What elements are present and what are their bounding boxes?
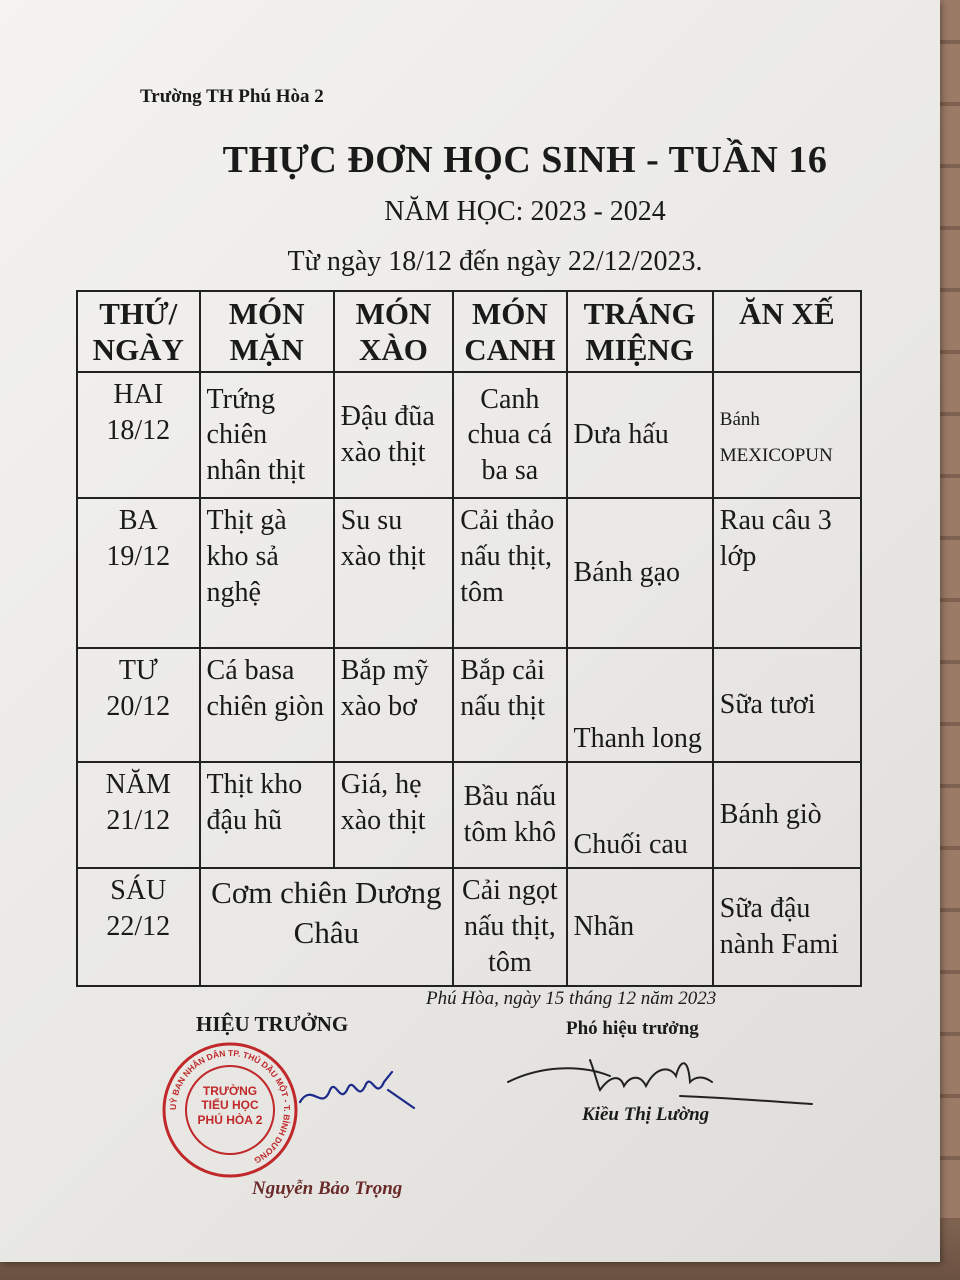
trang-mieng-cell: Thanh long — [567, 648, 713, 762]
signing-date: Phú Hòa, ngày 15 tháng 12 năm 2023 — [426, 988, 717, 1009]
school-name: Trường TH Phú Hòa 2 — [140, 86, 324, 107]
day-date: 20/12 — [106, 691, 171, 723]
mon-xao-cell: Su su xào thịt — [334, 498, 453, 648]
header-trang-mieng — [567, 291, 713, 372]
header-trang-line2: MIỆNG — [585, 331, 694, 367]
day-name: NĂM — [105, 769, 171, 801]
mon-man-cell: Trứng chiên nhân thịt — [200, 372, 334, 498]
header-man-line1: MÓN — [228, 296, 305, 331]
an-xe-cell — [713, 372, 861, 498]
trang-mieng-cell: Dưa hấu — [567, 372, 713, 498]
table-row — [77, 372, 861, 498]
header-mon-man — [200, 291, 334, 372]
an-xe-line1: Bánh — [719, 409, 760, 431]
stamp-center-text: TRƯỜNG TIỂU HỌC PHÚ HÒA 2 — [197, 1084, 263, 1127]
stamp-ring-textpath: UỶ BAN NHÂN DÂN TP. THỦ DẦU MỘT - T. BÌNH DƯƠNG — [167, 1047, 293, 1166]
day-cell — [77, 868, 200, 985]
weekly-menu-table — [76, 290, 862, 987]
an-xe-cell: Rau câu 3 lớp — [713, 498, 861, 648]
table-row — [77, 762, 861, 868]
table-row — [77, 868, 861, 985]
mon-xao-cell: Đậu đũa xào thịt — [334, 372, 453, 498]
school-year: NĂM HỌC: 2023 - 2024 — [384, 196, 666, 227]
principal-title: HIỆU TRƯỞNG — [196, 1012, 349, 1036]
header-canh-line1: MÓN — [471, 296, 548, 331]
header-day-line1: THỨ/ — [99, 296, 178, 331]
vice-principal-name: Kiều Thị Lường — [582, 1104, 710, 1125]
day-name: HAI — [113, 379, 164, 411]
day-name: SÁU — [110, 875, 167, 907]
header-day-line2: NGÀY — [92, 331, 184, 367]
principal-signature — [292, 1062, 422, 1122]
trang-mieng-cell: Chuối cau — [567, 762, 713, 868]
header-mon-xao — [334, 291, 453, 372]
table-row — [77, 498, 861, 648]
header-xao-line2: XÀO — [359, 331, 428, 367]
day-cell — [77, 762, 200, 868]
mon-xao-cell: Giá, hẹ xào thịt — [334, 762, 453, 868]
mon-man-cell: Thịt kho đậu hũ — [200, 762, 334, 868]
an-xe-cell: Bánh giò — [713, 762, 861, 868]
header-xao-line1: MÓN — [355, 296, 432, 331]
day-name: BA — [118, 505, 158, 537]
header-day — [77, 291, 200, 372]
vice-principal-title: Phó hiệu trưởng — [566, 1018, 699, 1039]
mon-canh-cell: Canh chua cá ba sa — [453, 372, 566, 498]
day-date: 21/12 — [106, 805, 171, 837]
day-name: TƯ — [118, 655, 158, 687]
header-trang-line1: TRÁNG — [583, 296, 696, 331]
combined-main-dish-cell: Cơm chiên Dương Châu — [200, 868, 454, 985]
day-date: 18/12 — [106, 415, 171, 447]
header-canh-line2: CANH — [464, 331, 556, 367]
mon-canh-cell: Bầu nấu tôm khô — [453, 762, 566, 868]
an-xe-line2: MEXICOPUN — [719, 445, 833, 467]
day-date: 22/12 — [106, 911, 171, 943]
page-title: THỰC ĐƠN HỌC SINH - TUẦN 16 — [222, 139, 828, 181]
trang-mieng-cell: Nhãn — [567, 868, 713, 985]
mon-canh-cell: Bắp cải nấu thịt — [453, 648, 566, 762]
table-header-row — [77, 291, 861, 372]
principal-name: Nguyễn Bảo Trọng — [252, 1178, 403, 1199]
mon-canh-cell: Cải ngọt nấu thịt, tôm — [453, 868, 566, 985]
an-xe-cell: Sữa đậu nành Fami — [713, 868, 861, 985]
day-cell — [77, 372, 200, 498]
mon-man-cell: Cá basa chiên giòn — [200, 648, 334, 762]
header-an-xe: ĂN XẾ — [713, 291, 861, 372]
date-range: Từ ngày 18/12 đến ngày 22/12/2023. — [287, 246, 703, 277]
day-cell — [77, 648, 200, 762]
header-mon-canh — [453, 291, 566, 372]
day-cell — [77, 498, 200, 648]
day-date: 19/12 — [106, 541, 171, 573]
trang-mieng-cell: Bánh gạo — [567, 498, 713, 648]
mon-canh-cell: Cải thảo nấu thịt, tôm — [453, 498, 566, 648]
an-xe-cell: Sữa tươi — [713, 648, 861, 762]
mon-xao-cell: Bắp mỹ xào bơ — [334, 648, 453, 762]
table-row — [77, 648, 861, 762]
header-man-line2: MẶN — [229, 331, 304, 367]
mon-man-cell: Thịt gà kho sả nghệ — [200, 498, 334, 648]
school-stamp — [160, 1040, 300, 1180]
